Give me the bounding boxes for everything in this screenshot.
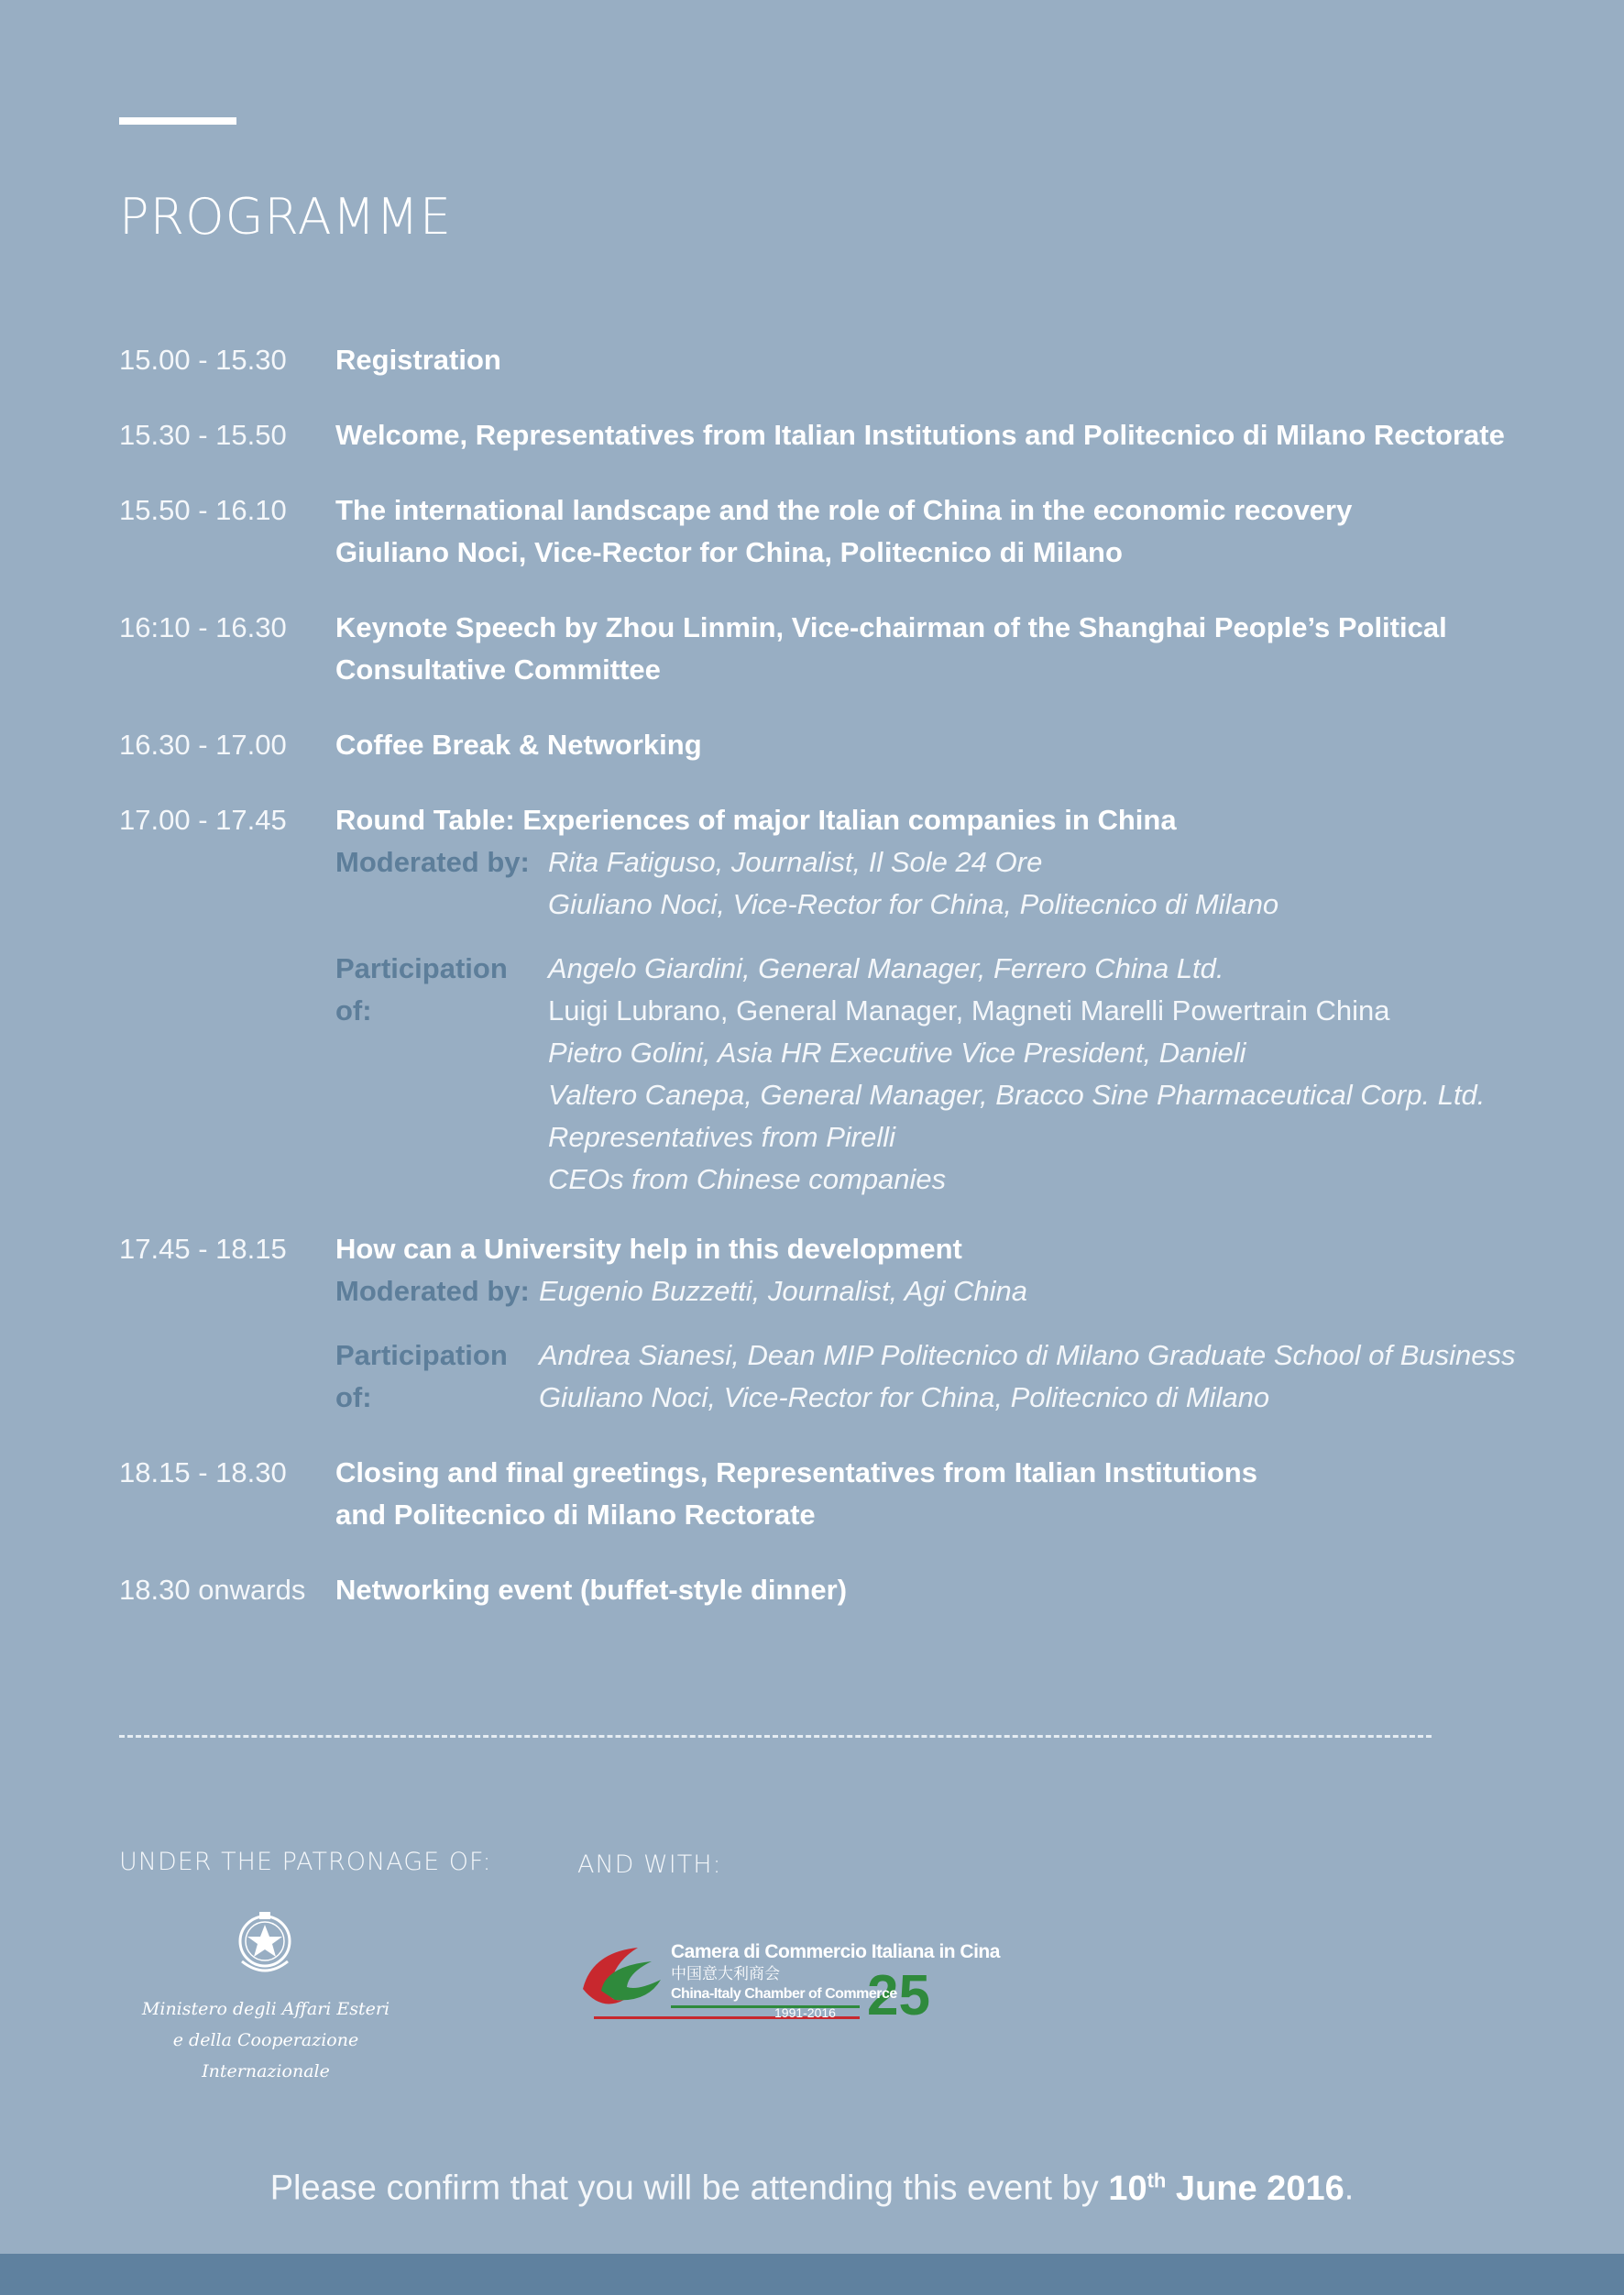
schedule-time: 17.45 - 18.15 [119, 1233, 287, 1265]
participation-label: Participation of: [335, 1339, 508, 1413]
chamber-name-cn: 中国意大利商会 [671, 1965, 780, 1982]
moderated-label: Moderated by: [335, 1275, 530, 1307]
dashed-divider [119, 1735, 1432, 1738]
participant-name: CEOs from Chinese companies [548, 1163, 947, 1195]
moderator-name: Giuliano Noci, Vice-Rector for China, Politecnico di Milano [548, 888, 1279, 920]
schedule-time: 18.30 onwards [119, 1574, 306, 1606]
schedule-time: 15.00 - 15.30 [119, 344, 287, 376]
ministry-name [128, 1993, 403, 2087]
session-title: and Politecnico di Milano Rectorate [335, 1499, 816, 1531]
schedule-time: 18.15 - 18.30 [119, 1456, 287, 1488]
schedule-entry [119, 1569, 1549, 1611]
moderated-label: Moderated by: [335, 846, 530, 878]
session-title: Welcome, Representatives from Italian Institutions and Politecnico di Milano Rectorate [335, 419, 1505, 451]
schedule-entry [119, 724, 1549, 766]
chamber-name-it: Camera di Commercio Italiana in Cina [671, 1941, 1000, 1962]
bottom-bar [0, 2254, 1624, 2295]
schedule-time: 15.30 - 15.50 [119, 419, 287, 451]
rsvp-day: 10 [1108, 2169, 1147, 2208]
schedule-content [335, 489, 1549, 574]
moderator-list [548, 841, 1278, 926]
participation-label: Participation of: [335, 952, 508, 1027]
moderator-list [539, 1270, 1027, 1312]
schedule-time: 16:10 - 16.30 [119, 611, 287, 643]
ministry-line-2: e della Cooperazione Internazionale [172, 2030, 359, 2081]
schedule-content [335, 339, 1549, 381]
patronage-label: UNDER THE PATRONAGE OF: [119, 1848, 492, 1876]
italian-emblem-icon [235, 1910, 295, 1980]
session-title: Networking event (buffet-style dinner) [335, 1574, 848, 1606]
chamber-years: 1991-2016 [774, 2005, 836, 2020]
ministry-line-1: Ministero degli Affari Esteri [141, 1999, 390, 2019]
schedule-entry [119, 607, 1549, 691]
participant-name: Andrea Sianesi, Dean MIP Politecnico di Milano Graduate School of Business [539, 1339, 1516, 1371]
rsvp-end: . [1344, 2169, 1355, 2208]
participant-list [548, 948, 1485, 1201]
schedule-entry [119, 799, 1549, 1201]
participant-name: Representatives from Pirelli [548, 1121, 896, 1153]
session-title: Consultative Committee [335, 653, 661, 686]
anniversary-number: 25 [867, 1964, 930, 2026]
top-accent-rule [119, 117, 236, 125]
participant-name: Luigi Lubrano, General Manager, Magneti Marelli Powertrain China [548, 994, 1390, 1027]
rsvp-month-year: June 2016 [1166, 2169, 1344, 2208]
programme-schedule [119, 339, 1549, 1611]
session-title: Coffee Break & Networking [335, 729, 702, 761]
schedule-time: 15.50 - 16.10 [119, 494, 287, 526]
participants-block [335, 948, 1549, 1201]
participant-list [539, 1334, 1516, 1419]
participant-name: Valtero Canepa, General Manager, Bracco Sine Pharmaceutical Corp. Ltd. [548, 1079, 1486, 1111]
schedule-time: 16.30 - 17.00 [119, 729, 287, 761]
moderator-name: Rita Fatiguso, Journalist, Il Sole 24 Ore [548, 846, 1043, 878]
schedule-entry [119, 339, 1549, 381]
schedule-content [335, 1228, 1549, 1419]
session-title: How can a University help in this development [335, 1233, 962, 1265]
page-title: PROGRAMME [119, 188, 453, 246]
chamber-name-block [671, 1940, 1000, 2004]
rsvp-date [1108, 2169, 1344, 2208]
schedule-content [335, 414, 1549, 456]
rsvp-note [0, 2169, 1624, 2209]
moderators-block [335, 841, 1549, 926]
session-title: Closing and final greetings, Representatives from Italian Institutions [335, 1456, 1257, 1488]
partner-label: AND WITH: [577, 1850, 722, 1879]
moderators-block [335, 1270, 1549, 1312]
schedule-content [335, 724, 1549, 766]
session-title: Registration [335, 344, 501, 376]
participant-name: Pietro Golini, Asia HR Executive Vice President, Danieli [548, 1037, 1246, 1069]
schedule-entry [119, 414, 1549, 456]
schedule-entry [119, 489, 1549, 574]
rsvp-day-suffix: th [1147, 2169, 1167, 2191]
moderator-name: Eugenio Buzzetti, Journalist, Agi China [539, 1275, 1028, 1307]
chamber-name-en: China-Italy Chamber of Commerce [671, 1986, 897, 2002]
schedule-content [335, 1569, 1549, 1611]
session-title: Round Table: Experiences of major Italian companies in China [335, 804, 1177, 836]
schedule-entry [119, 1228, 1549, 1419]
schedule-content [335, 799, 1549, 1201]
participant-name: Angelo Giardini, General Manager, Ferrero China Ltd. [548, 952, 1224, 984]
session-title: Keynote Speech by Zhou Linmin, Vice-chairman of the Shanghai People’s Political [335, 611, 1447, 643]
session-title: Giuliano Noci, Vice-Rector for China, Politecnico di Milano [335, 536, 1123, 568]
rsvp-text: Please confirm that you will be attending this event by [269, 2169, 1109, 2208]
session-title: The international landscape and the role of China in the economic recovery [335, 494, 1353, 526]
schedule-time: 17.00 - 17.45 [119, 804, 287, 836]
participant-name: Giuliano Noci, Vice-Rector for China, Politecnico di Milano [539, 1381, 1270, 1413]
participants-block [335, 1334, 1549, 1419]
schedule-entry [119, 1452, 1549, 1536]
schedule-content [335, 1452, 1549, 1536]
schedule-content [335, 607, 1549, 691]
